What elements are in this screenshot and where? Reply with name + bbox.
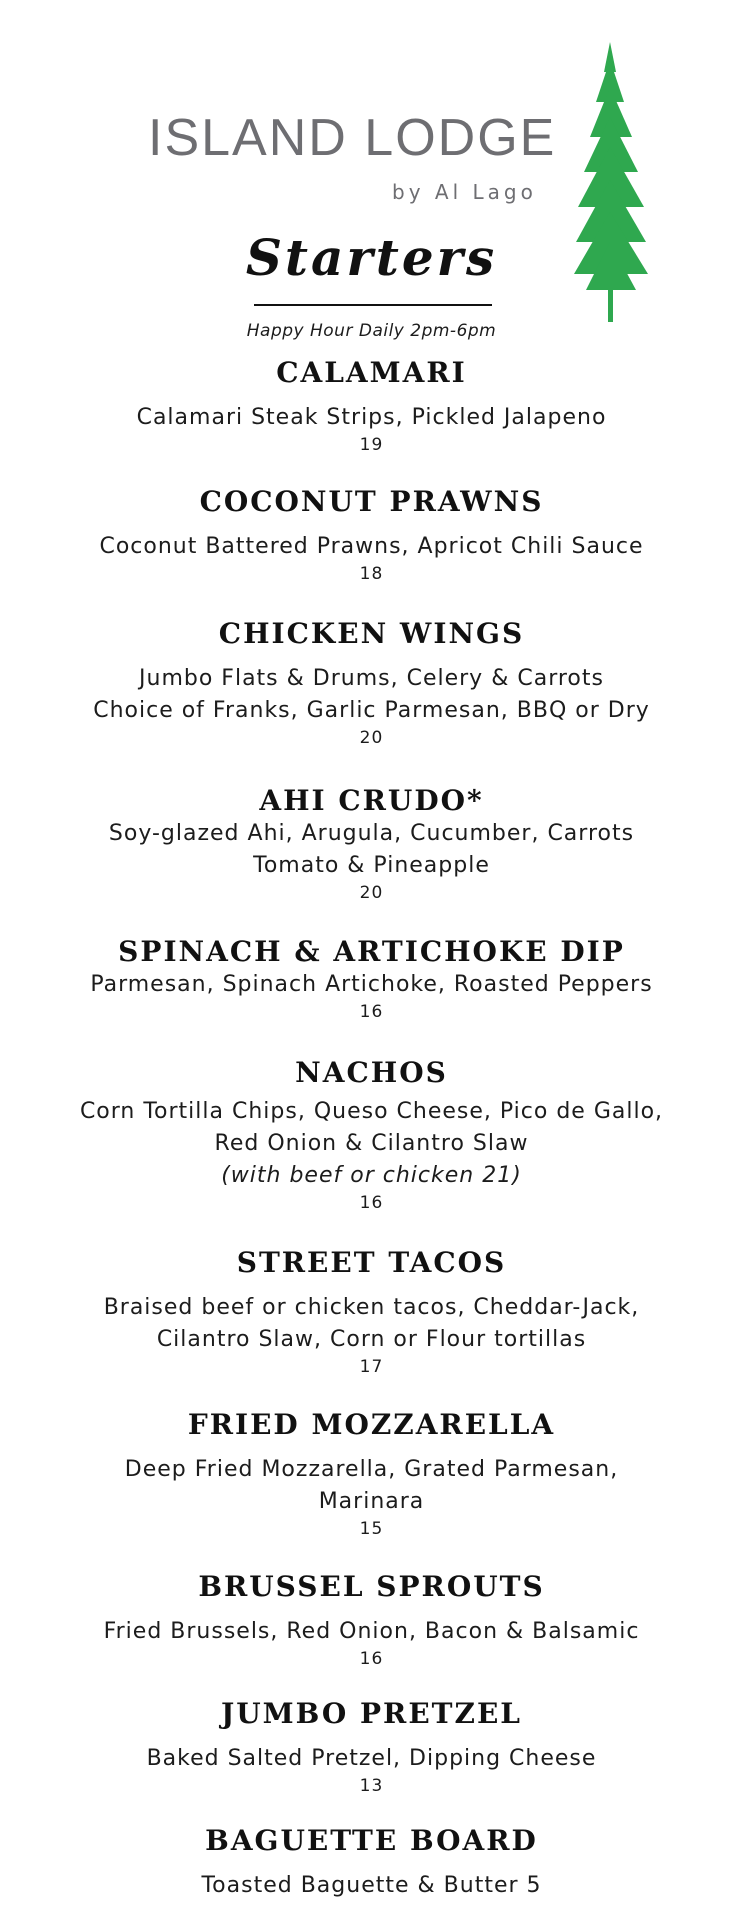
menu-item-description: Fried Brussels, Red Onion, Bacon & Balsamic <box>103 1618 640 1644</box>
menu-item-description: Baked Salted Pretzel, Dipping Cheese <box>146 1745 597 1771</box>
menu-item <box>20 1056 723 1214</box>
menu-item-description: Braised beef or chicken tacos, Cheddar-Jack, <box>103 1294 640 1320</box>
menu-item <box>20 485 723 585</box>
happy-hour-note: Happy Hour Daily 2pm-6pm <box>246 321 497 341</box>
menu-item-price: 20 <box>359 882 384 903</box>
menu-item <box>20 1246 723 1378</box>
menu-item-note: (with beef or chicken 21) <box>221 1162 522 1188</box>
menu-item-price: 16 <box>359 1001 384 1022</box>
menu-item-name: NACHOS <box>295 1056 448 1089</box>
menu-item-description: Calamari Steak Strips, Pickled Jalapeno <box>136 404 607 430</box>
menu-item <box>20 1697 723 1797</box>
menu-item-name: JUMBO PRETZEL <box>221 1697 522 1730</box>
menu-item-description: Red Onion & Cilantro Slaw <box>214 1130 529 1156</box>
menu-item-name: CHICKEN WINGS <box>218 617 525 650</box>
menu-item <box>20 356 723 456</box>
menu-item <box>20 1570 723 1670</box>
menu-item <box>20 1408 723 1540</box>
menu-item-description: Jumbo Flats & Drums, Celery & Carrots <box>139 665 604 691</box>
menu-item-name: SPINACH & ARTICHOKE DIP <box>118 935 625 968</box>
menu-item-price: 16 <box>359 1648 384 1669</box>
menu-item-name: FRIED MOZZARELLA <box>187 1408 556 1441</box>
menu-item-description: Toasted Baguette & Butter 5 <box>201 1872 542 1898</box>
menu-item <box>20 617 723 749</box>
menu-item <box>20 784 723 904</box>
menu-item-description: Parmesan, Spinach Artichoke, Roasted Peppers <box>90 971 653 997</box>
menu-item-description: Cilantro Slaw, Corn or Flour tortillas <box>156 1326 587 1352</box>
menu-item <box>20 1824 723 1902</box>
menu-item-price: 20 <box>359 727 384 748</box>
section-title: Starters <box>245 228 498 287</box>
menu-item-price: 13 <box>359 1775 384 1796</box>
menu-item-name: CALAMARI <box>276 356 467 389</box>
brand-logo-text: ISLAND LODGE <box>148 109 557 167</box>
menu-item <box>20 935 723 1023</box>
title-divider <box>254 304 492 306</box>
menu-item-description: Marinara <box>318 1488 425 1514</box>
menu-item-description: Tomato & Pineapple <box>253 852 490 878</box>
menu-item-price: 15 <box>359 1518 384 1539</box>
menu-item-description: Corn Tortilla Chips, Queso Cheese, Pico de Gallo, <box>79 1098 664 1124</box>
menu-item-name: COCONUT PRAWNS <box>199 485 544 518</box>
menu-item-description: Coconut Battered Prawns, Apricot Chili Sauce <box>99 533 644 559</box>
menu-item-name: STREET TACOS <box>236 1246 507 1279</box>
menu-item-description: Choice of Franks, Garlic Parmesan, BBQ or Dry <box>93 697 650 723</box>
menu-item-price: 18 <box>359 563 384 584</box>
menu-item-description: Deep Fried Mozzarella, Grated Parmesan, <box>124 1456 619 1482</box>
menu-item-name: BAGUETTE BOARD <box>205 1824 538 1857</box>
brand-logo-subtitle: by Al Lago <box>392 180 537 204</box>
menu-item-price: 16 <box>359 1192 384 1213</box>
menu-item-price: 17 <box>359 1356 384 1377</box>
menu-item-price: 19 <box>359 434 384 455</box>
menu-item-name: BRUSSEL SPROUTS <box>198 1570 545 1603</box>
menu-item-name: AHI CRUDO* <box>259 784 484 817</box>
menu-item-description: Soy-glazed Ahi, Arugula, Cucumber, Carrots <box>108 820 635 846</box>
